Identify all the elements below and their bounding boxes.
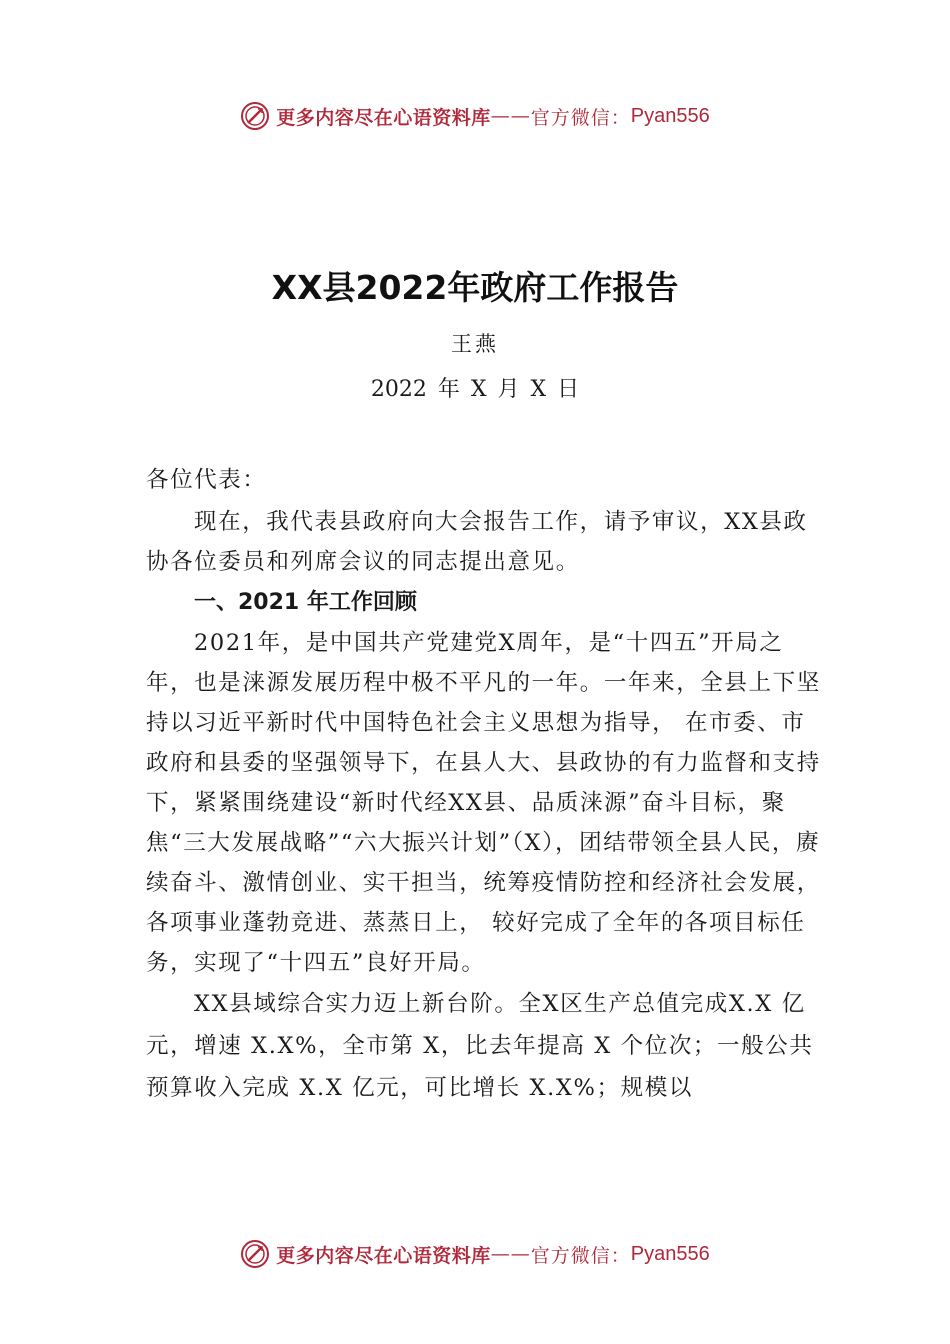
header-banner bbox=[0, 96, 950, 136]
document-title: XX县2022年政府工作报告 bbox=[271, 268, 679, 307]
banner-wechat-label: 官方微信： bbox=[530, 106, 631, 129]
document-date: 2022 年 X 月 X 日 bbox=[370, 377, 580, 402]
banner-wechat-id: Pyan556 bbox=[630, 104, 710, 127]
banner-wechat-label: 官方微信： bbox=[530, 1244, 631, 1267]
intro-paragraph: 现在，我代表县政府向大会报告工作，请予审议，XX县政协各位委员和列席会议的同志提出意见。 bbox=[146, 509, 808, 575]
logo-icon bbox=[240, 1239, 270, 1269]
banner-dash: —— bbox=[490, 1243, 531, 1265]
document-author: 王燕 bbox=[451, 332, 499, 356]
banner-title: 更多内容尽在心语资料库 bbox=[276, 106, 491, 129]
salutation: 各位代表： bbox=[146, 467, 267, 493]
review-paragraph: 2021年，是中国共产党建党X周年，是“十四五”开局之年，也是涞源发展历程中极不平凡的一年。一年来，全县上下坚持以习近平新时代中国特色社会主义思想为指导， 在市委、市政府和县委的坚强领导下，在县人大、县政协的有力监督和支持下，紧紧围绕建设“新时代经XX县、品质涞源”奋斗目标，聚焦“三大发展战略”“六大振兴计划”（X），团结带领全县人民，赓续奋斗、激情创业、实干担当，统筹疫情防控和经济社会发展，各项事业蓬勃竞进、蒸蒸日上， 较好完成了全年的各项目标任务，实现了“十四五”良好开局。 bbox=[146, 630, 821, 976]
strength-paragraph: XX县域综合实力迈上新台阶。全X区生产总值完成X.X 亿元，增速 X.X%，全市第 X，比去年提高 X 个位次；一般公共预算收入完成 X.X 亿元，可比增长 X.X%；规模以 bbox=[146, 991, 814, 1101]
banner-wechat-id: Pyan556 bbox=[630, 1242, 710, 1265]
section-heading: 一、2021 年工作回顾 bbox=[194, 590, 417, 615]
logo-icon bbox=[240, 101, 270, 131]
banner-dash: —— bbox=[490, 105, 531, 127]
footer-banner bbox=[0, 1234, 950, 1274]
banner-title: 更多内容尽在心语资料库 bbox=[276, 1244, 491, 1267]
